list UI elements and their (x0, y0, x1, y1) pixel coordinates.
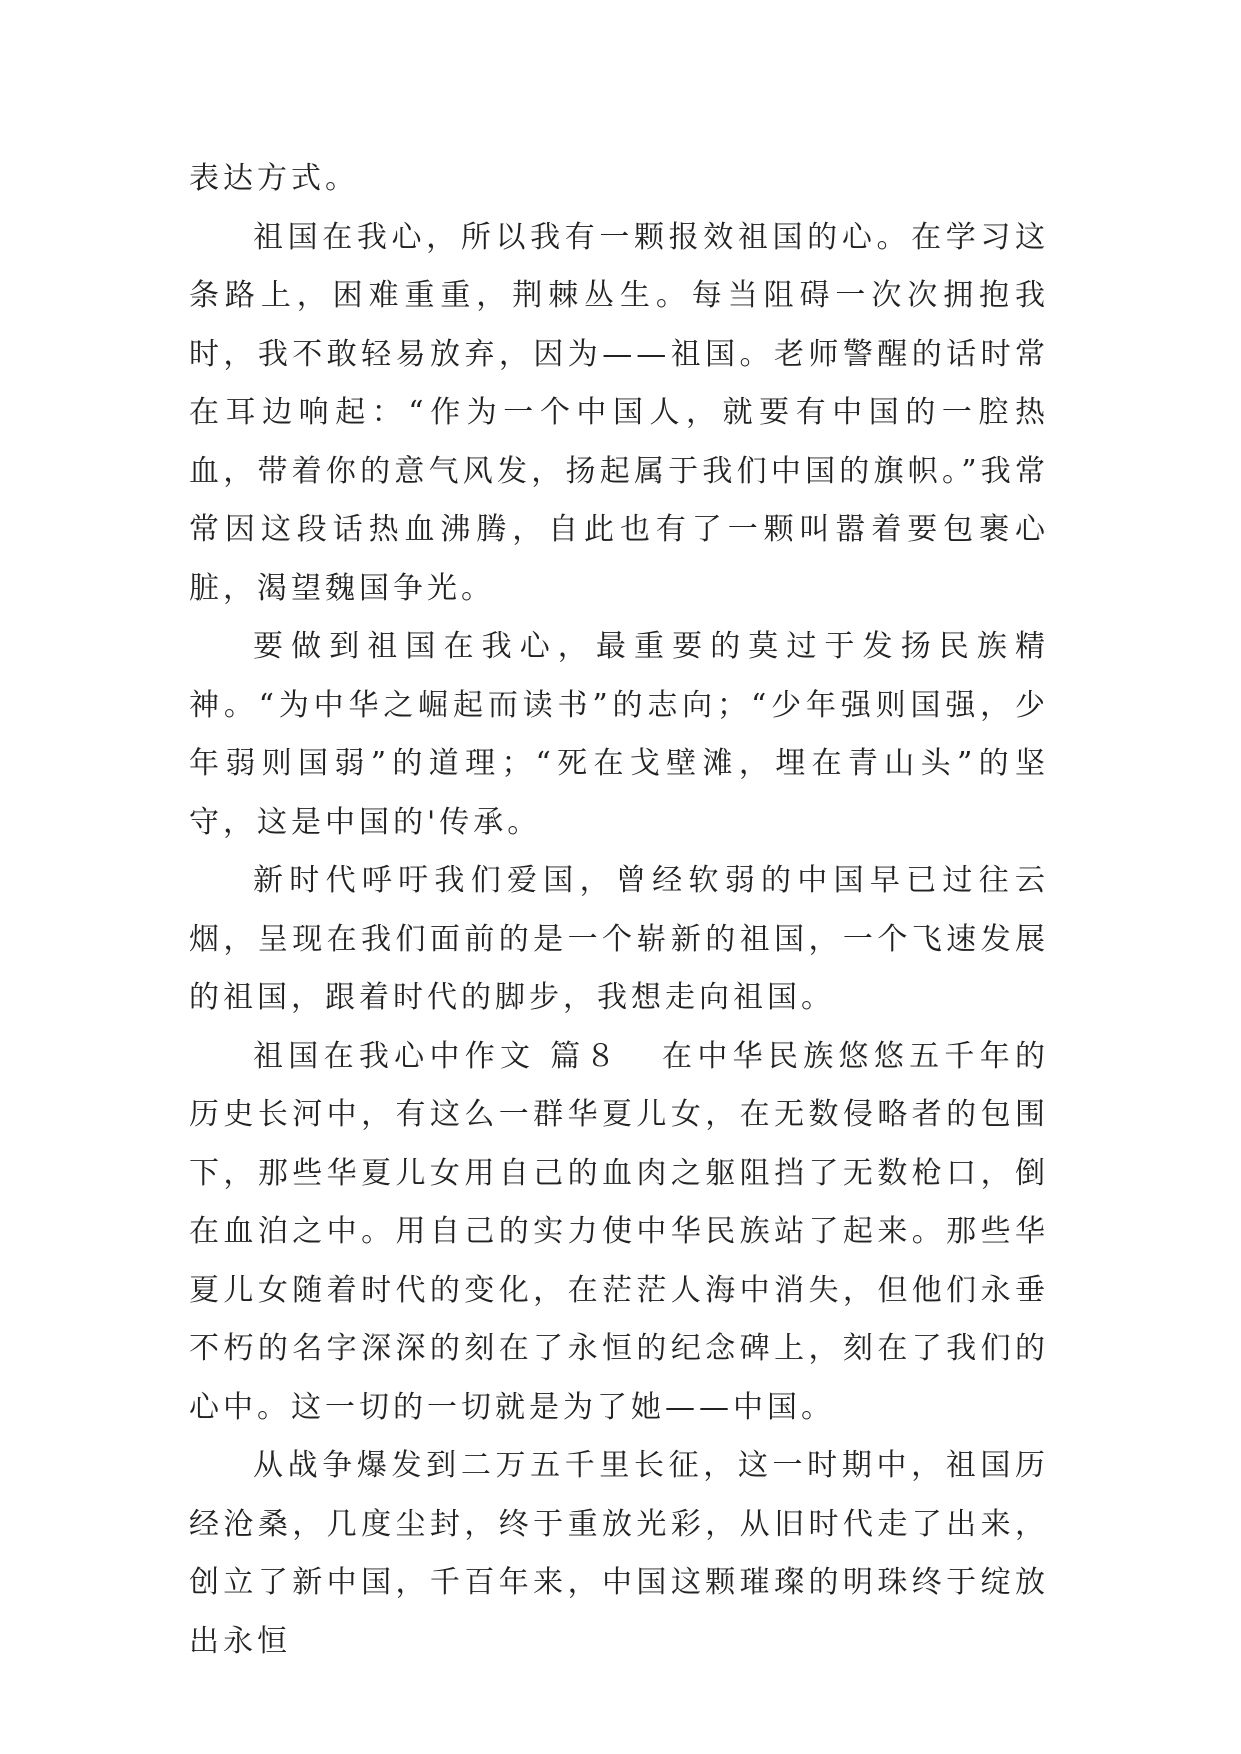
paragraph-1: 祖国在我心，所以我有一颗报效祖国的心。在学习这条路上，困难重重，荆棘丛生。每当阻碍一次次拥抱我时，我不敢轻易放弃，因为——祖国。老师警醒的话时常在耳边响起：“作为一个中国人，就要有中国的一腔热血，带着你的意气风发，扬起属于我们中国的旗帜。”我常常因这段话热血沸腾，自此也有了一颗叫嚣着要包裹心脏，渴望魏国争光。 (189, 219, 1049, 606)
paragraph-3: 新时代呼吁我们爱国，曾经软弱的中国早已过往云烟，呈现在我们面前的是一个崭新的祖国，一个飞速发展的祖国，跟着时代的脚步，我想走向祖国。 (189, 863, 1049, 1015)
paragraph-2: 要做到祖国在我心，最重要的莫过于发扬民族精神。“为中华之崛起而读书”的志向；“少年强则国强，少年弱则国弱”的道理；“死在戈壁滩，埋在青山头”的坚守，这是中国的'传承。 (189, 629, 1049, 840)
paragraph-4 (189, 1028, 1049, 1438)
paragraph-0: 表达方式。 (189, 161, 359, 196)
paragraph-5: 从战争爆发到二万五千里长征，这一时期中，祖国历经沧桑，几度尘封，终于重放光彩，从旧时代走了出来，创立了新中国，千百年来，中国这颗璀璨的明珠终于绽放出永恒 (189, 1448, 1049, 1659)
document-body (189, 150, 1049, 1671)
paragraph-4-text: 在中华民族悠悠五千年的历史长河中，有这么一群华夏儿女，在无数侵略者的包围下，那些华夏儿女用自己的血肉之躯阻挡了无数枪口，倒在血泊之中。用自己的实力使中华民族站了起来。那些华夏儿女随着时代的变化，在茫茫人海中消失，但他们永垂不朽的名字深深的刻在了永恒的纪念碑上，刻在了我们的心中。这一切的一切就是为了她——中国。 (189, 1038, 1049, 1425)
section-heading: 祖国在我心中作文 篇８ (253, 1038, 621, 1074)
